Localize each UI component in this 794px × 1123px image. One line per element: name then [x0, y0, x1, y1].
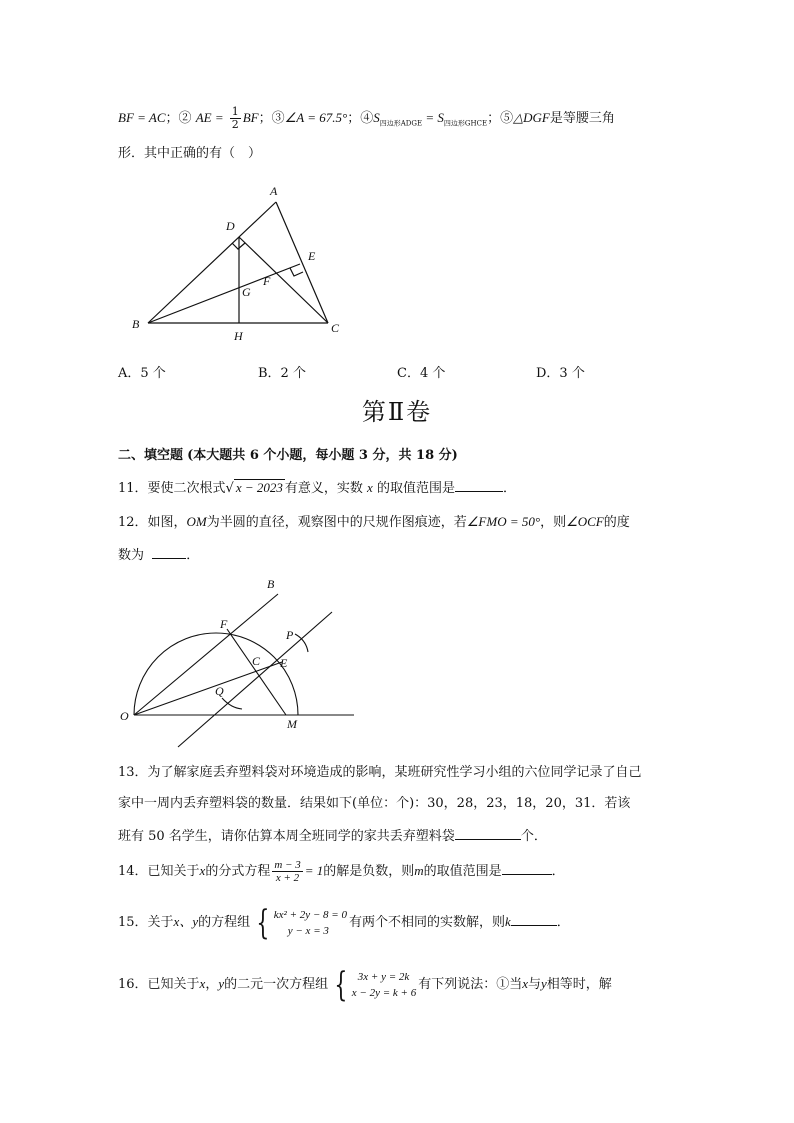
figure-label: G: [242, 285, 251, 299]
figure-label: F: [220, 617, 228, 631]
text: 为半圆的直径，观察图中的尺规作图痕迹，若: [206, 515, 467, 530]
question-16: [118, 966, 612, 1003]
text: 有下列说法：①当: [418, 977, 523, 992]
numerator: 1: [231, 105, 239, 118]
text: ，则: [540, 515, 567, 530]
math: = 1: [304, 863, 324, 878]
right-angle-mark-e: [290, 268, 303, 276]
equation: 3x + y = 2k: [357, 970, 410, 983]
math: x、y: [173, 914, 199, 929]
question-14: [118, 859, 565, 884]
figure-label: E: [308, 249, 316, 263]
answer-blank: [502, 860, 552, 875]
brace: {: [256, 902, 270, 943]
choice-b: B．2 个: [258, 366, 306, 381]
math: x: [522, 976, 528, 991]
text: 有意义，实数: [284, 481, 363, 496]
answer-blank: [455, 477, 503, 492]
math: S: [437, 110, 444, 125]
question-13-line3: [118, 825, 547, 847]
semicircle-figure: [110, 570, 370, 755]
math: OM: [186, 514, 207, 529]
text: 的取值范围是: [423, 864, 502, 879]
choice-a: A．5 个: [118, 366, 166, 381]
question-12-line1: [118, 512, 630, 533]
numerator: m − 3: [274, 859, 301, 871]
subscript: 四边形GHCE: [443, 119, 488, 128]
text: ．: [186, 548, 200, 563]
triangle-figure: [120, 180, 360, 350]
figure-label: C: [252, 654, 261, 668]
text: 班有 50 名学生，请你估算本周全班同学的家共丢弃塑料袋: [118, 829, 455, 844]
figure-label: M: [287, 717, 297, 731]
text: 的解是负数，则: [323, 864, 415, 879]
text: ；⑤: [487, 111, 514, 126]
text: 与: [528, 977, 542, 992]
figure-label: E: [280, 656, 288, 670]
math: x: [367, 480, 373, 495]
math: =: [422, 110, 438, 125]
text: 的分式方程: [205, 864, 271, 879]
text: 15．关于: [118, 915, 174, 930]
equation-rows: [274, 907, 347, 939]
math: ∠A = 67.5°: [284, 110, 348, 125]
question-13-line2: 家中一周内丢弃塑料袋的数量．结果如下(单位：个)：30，28，23，18，20，31．若该: [118, 796, 631, 811]
equation: kx² + 2y − 8 = 0: [273, 908, 347, 921]
math: △DGF: [513, 110, 550, 125]
question-15: [118, 904, 570, 941]
section-heading-label: 二、填空题: [118, 448, 184, 463]
equation-rows: [352, 969, 416, 1001]
question-13-line1: 13．为了解家庭丢弃塑料袋对环境造成的影响，某班研究性学习小组的六位同学记录了自己: [118, 765, 642, 780]
figure-label: F: [263, 274, 271, 288]
math: ∠OCF: [566, 514, 604, 529]
segment-fm: [227, 629, 286, 715]
figure-label: O: [120, 709, 129, 723]
math: ∠FMO = 50°: [466, 514, 541, 529]
text: ．: [551, 864, 565, 879]
figure-label: A: [270, 184, 278, 198]
equation: x − 2y = k + 6: [351, 986, 417, 999]
figure-label: D: [226, 219, 235, 233]
denominator: x + 2: [275, 872, 300, 884]
segment-be: [148, 264, 300, 323]
text: ；③: [258, 111, 285, 126]
fraction: [272, 859, 302, 884]
brace: {: [334, 964, 348, 1005]
text: ．: [502, 481, 516, 496]
answer-blank: [455, 825, 521, 840]
figure-label: B: [132, 317, 140, 331]
radicand: x − 2023: [235, 480, 283, 495]
text: 有两个不相同的实数解，则: [348, 915, 505, 930]
section-heading: [118, 446, 458, 466]
choice-c: C．4 个: [397, 366, 446, 381]
figure-label: B: [267, 577, 275, 591]
text: 数为: [118, 548, 145, 563]
side-ba: [148, 202, 276, 323]
text: 11．要使二次根式: [118, 481, 226, 496]
text: 的二元一次方程组: [224, 977, 329, 992]
fraction: [230, 106, 241, 131]
text: ，: [205, 977, 219, 992]
side-ac: [276, 202, 328, 323]
segment-oe: [134, 662, 282, 715]
choice-d: D．3 个: [536, 366, 585, 381]
equation: y − x = 3: [287, 924, 329, 937]
text: 相等时，解: [546, 977, 612, 992]
math: S: [373, 110, 380, 125]
text: 的度: [603, 515, 630, 530]
text: 12．如图，: [118, 515, 187, 530]
text: 个．: [520, 829, 547, 844]
text: 14．已知关于: [118, 864, 200, 879]
text: ；②: [165, 111, 192, 126]
figure-label: H: [234, 329, 243, 343]
semicircle-arc: [134, 633, 298, 715]
math: y: [541, 976, 547, 991]
math: y: [218, 976, 225, 991]
text: ；④: [347, 111, 374, 126]
equation-system: [252, 902, 347, 943]
equation-system: [330, 964, 417, 1005]
section-title: 第Ⅱ卷: [361, 398, 433, 426]
square-root: √ x − 2023: [225, 480, 283, 496]
math: x: [199, 976, 206, 991]
text: ．: [556, 915, 570, 930]
denominator: 2: [231, 118, 239, 131]
math: AE =: [195, 110, 224, 125]
math: m: [414, 863, 424, 878]
question-11: [118, 477, 516, 499]
text: 的方程组: [198, 915, 251, 930]
figure-label: Q: [215, 684, 224, 698]
perpendicular-bisector: [178, 612, 332, 747]
math: k: [504, 914, 511, 929]
math: BF: [242, 110, 259, 125]
answer-blank: [152, 544, 186, 559]
math: BF = AC: [118, 110, 166, 125]
figure-label: P: [286, 628, 294, 642]
text: 的取值范围是: [376, 481, 455, 496]
question-12-line2: [118, 544, 199, 566]
figure-label: C: [331, 321, 340, 335]
text: 16．已知关于: [118, 977, 200, 992]
answer-blank: [511, 911, 557, 926]
q10-question-end: 形．其中正确的有（ ）: [118, 146, 262, 161]
math: x: [199, 863, 206, 878]
section-heading-detail: (本大题共 6 个小题，每小题 3 分，共 18 分): [187, 448, 458, 463]
subscript: 四边形ADGE: [379, 119, 423, 128]
q10-option-line: [118, 106, 615, 134]
text: 是等腰三角: [549, 111, 615, 126]
